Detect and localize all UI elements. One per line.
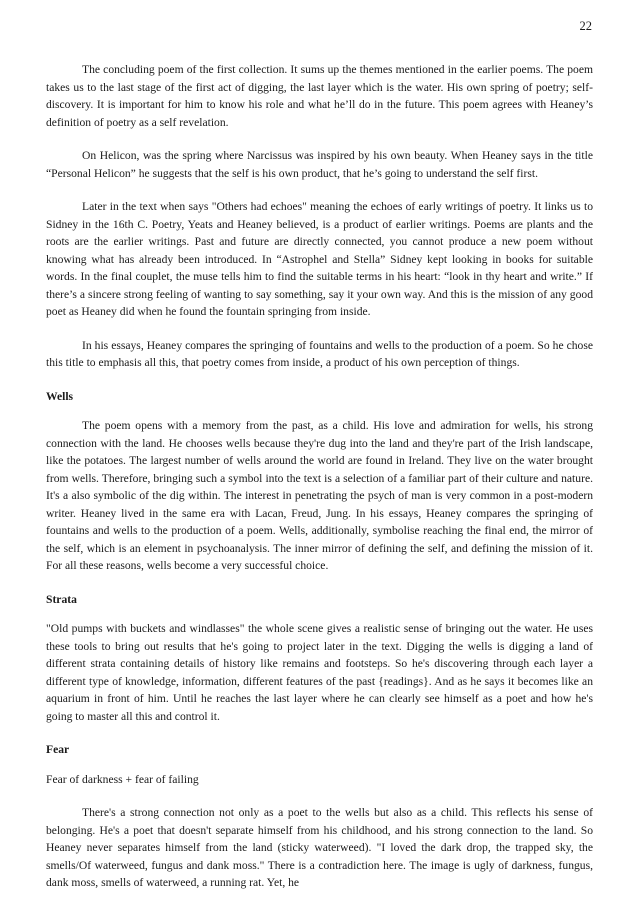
paragraph-essays: In his essays, Heaney compares the springing of fountains and wells to the production of a poem. So he chose this title to emphasis all this, that poetry comes from inside, a product of his own perception of things. bbox=[46, 338, 593, 369]
paragraph-echoes: Later in the text when says "Others had echoes" meaning the echoes of early writings of poetry. It links us to Sidney in the 16th C. Poetry, Yeats and Heaney believed, is a product of earlier writings. Poems are plants and the roots are the earlier writings. Past and future are directly connected, you cannot produce a new poem without knowing what has already been introduced. In “Astrophel and Stella” Sidney kept looking in books for suitable words. In the final couplet, the muse tells him to find the suitable terms in his heart: “look in thy heart and write.” If there’s a sincere strong feeling of wanting to say something, say it your own way. And this is the mission of any good poet as Heaney did when he found the fountain springing from inside. bbox=[46, 200, 593, 318]
document-body bbox=[46, 61, 593, 892]
fear-subtitle: Fear of darkness + fear of failing bbox=[46, 772, 199, 786]
section-heading-wells: Wells bbox=[46, 389, 74, 403]
paragraph-concluding-poem: The concluding poem of the first collection. It sums up the themes mentioned in the earlier poems. The poem takes us to the last stage of the first act of digging, the last layer which is the water. His own spring of poetry; self-discovery. It is important for him to know his role and what he’ll do in the future. This poem agrees with Heaney’s definition of poetry as a self revelation. bbox=[46, 63, 593, 129]
section-heading-fear: Fear bbox=[46, 743, 70, 756]
page-number: 22 bbox=[579, 19, 592, 33]
paragraph-fear: There's a strong connection not only as a poet to the wells but also as a child. This reflects his sense of belonging. He's a poet that doesn't separate himself from his childhood, and his strong connection to the land. So Heaney never separates himself from the land (sticky waterweed). "I loved the dark drop, the trapped sky, the smells/Of waterweed, fungus and dank moss." There is a contradiction here. The image is ugly of darkness, fungus, dank moss, smells of waterweed, a running rat. Yet, he bbox=[46, 806, 593, 889]
paragraph-helicon: On Helicon, was the spring where Narcissus was inspired by his own beauty. When Heaney says in the title “Personal Helicon” he suggests that the self is his own product, that he’s going to understand the self first. bbox=[46, 149, 593, 180]
section-heading-strata: Strata bbox=[46, 592, 77, 606]
paragraph-strata: "Old pumps with buckets and windlasses" the whole scene gives a realistic sense of bringing out the water. He uses these tools to bring out results that he's going to project later in the text. Digging the wells is digging a land of different strata containing details of history like remains and footsteps. So he's discovering through each layer a different type of knowledge, information, different features of the past {readings}. And as he says it becomes like an aquarium in front of him. Until he reaches the last layer where he can clearly see himself as a poet and how he's going to master all this and control it. bbox=[46, 622, 593, 723]
paragraph-wells: The poem opens with a memory from the past, as a child. His love and admiration for wells, his strong connection with the land. He chooses wells because they're dug into the land and they're part of the Irish landscape, like the potatoes. The largest number of wells around the world are found in Ireland. They live on the water brought from wells. Therefore, bringing such a symbol into the text is a selection of a familiar part of their culture and nature. It's a also symbolic of the dig within. The interest in penetrating the psych of man is very common in a post-modern writer. Heaney lived in the same era with Lacan, Freud, Jung. In his essays, Heaney compares the springing of fountains and wells to the production of a poem. Wells, additionally, symbolise reaching the final end, the mirror of the self, which is an element in psychoanalysis. The inner mirror of defining the self, and defining the mission of it. For all these reasons, wells become a very successful choice. bbox=[46, 419, 593, 572]
